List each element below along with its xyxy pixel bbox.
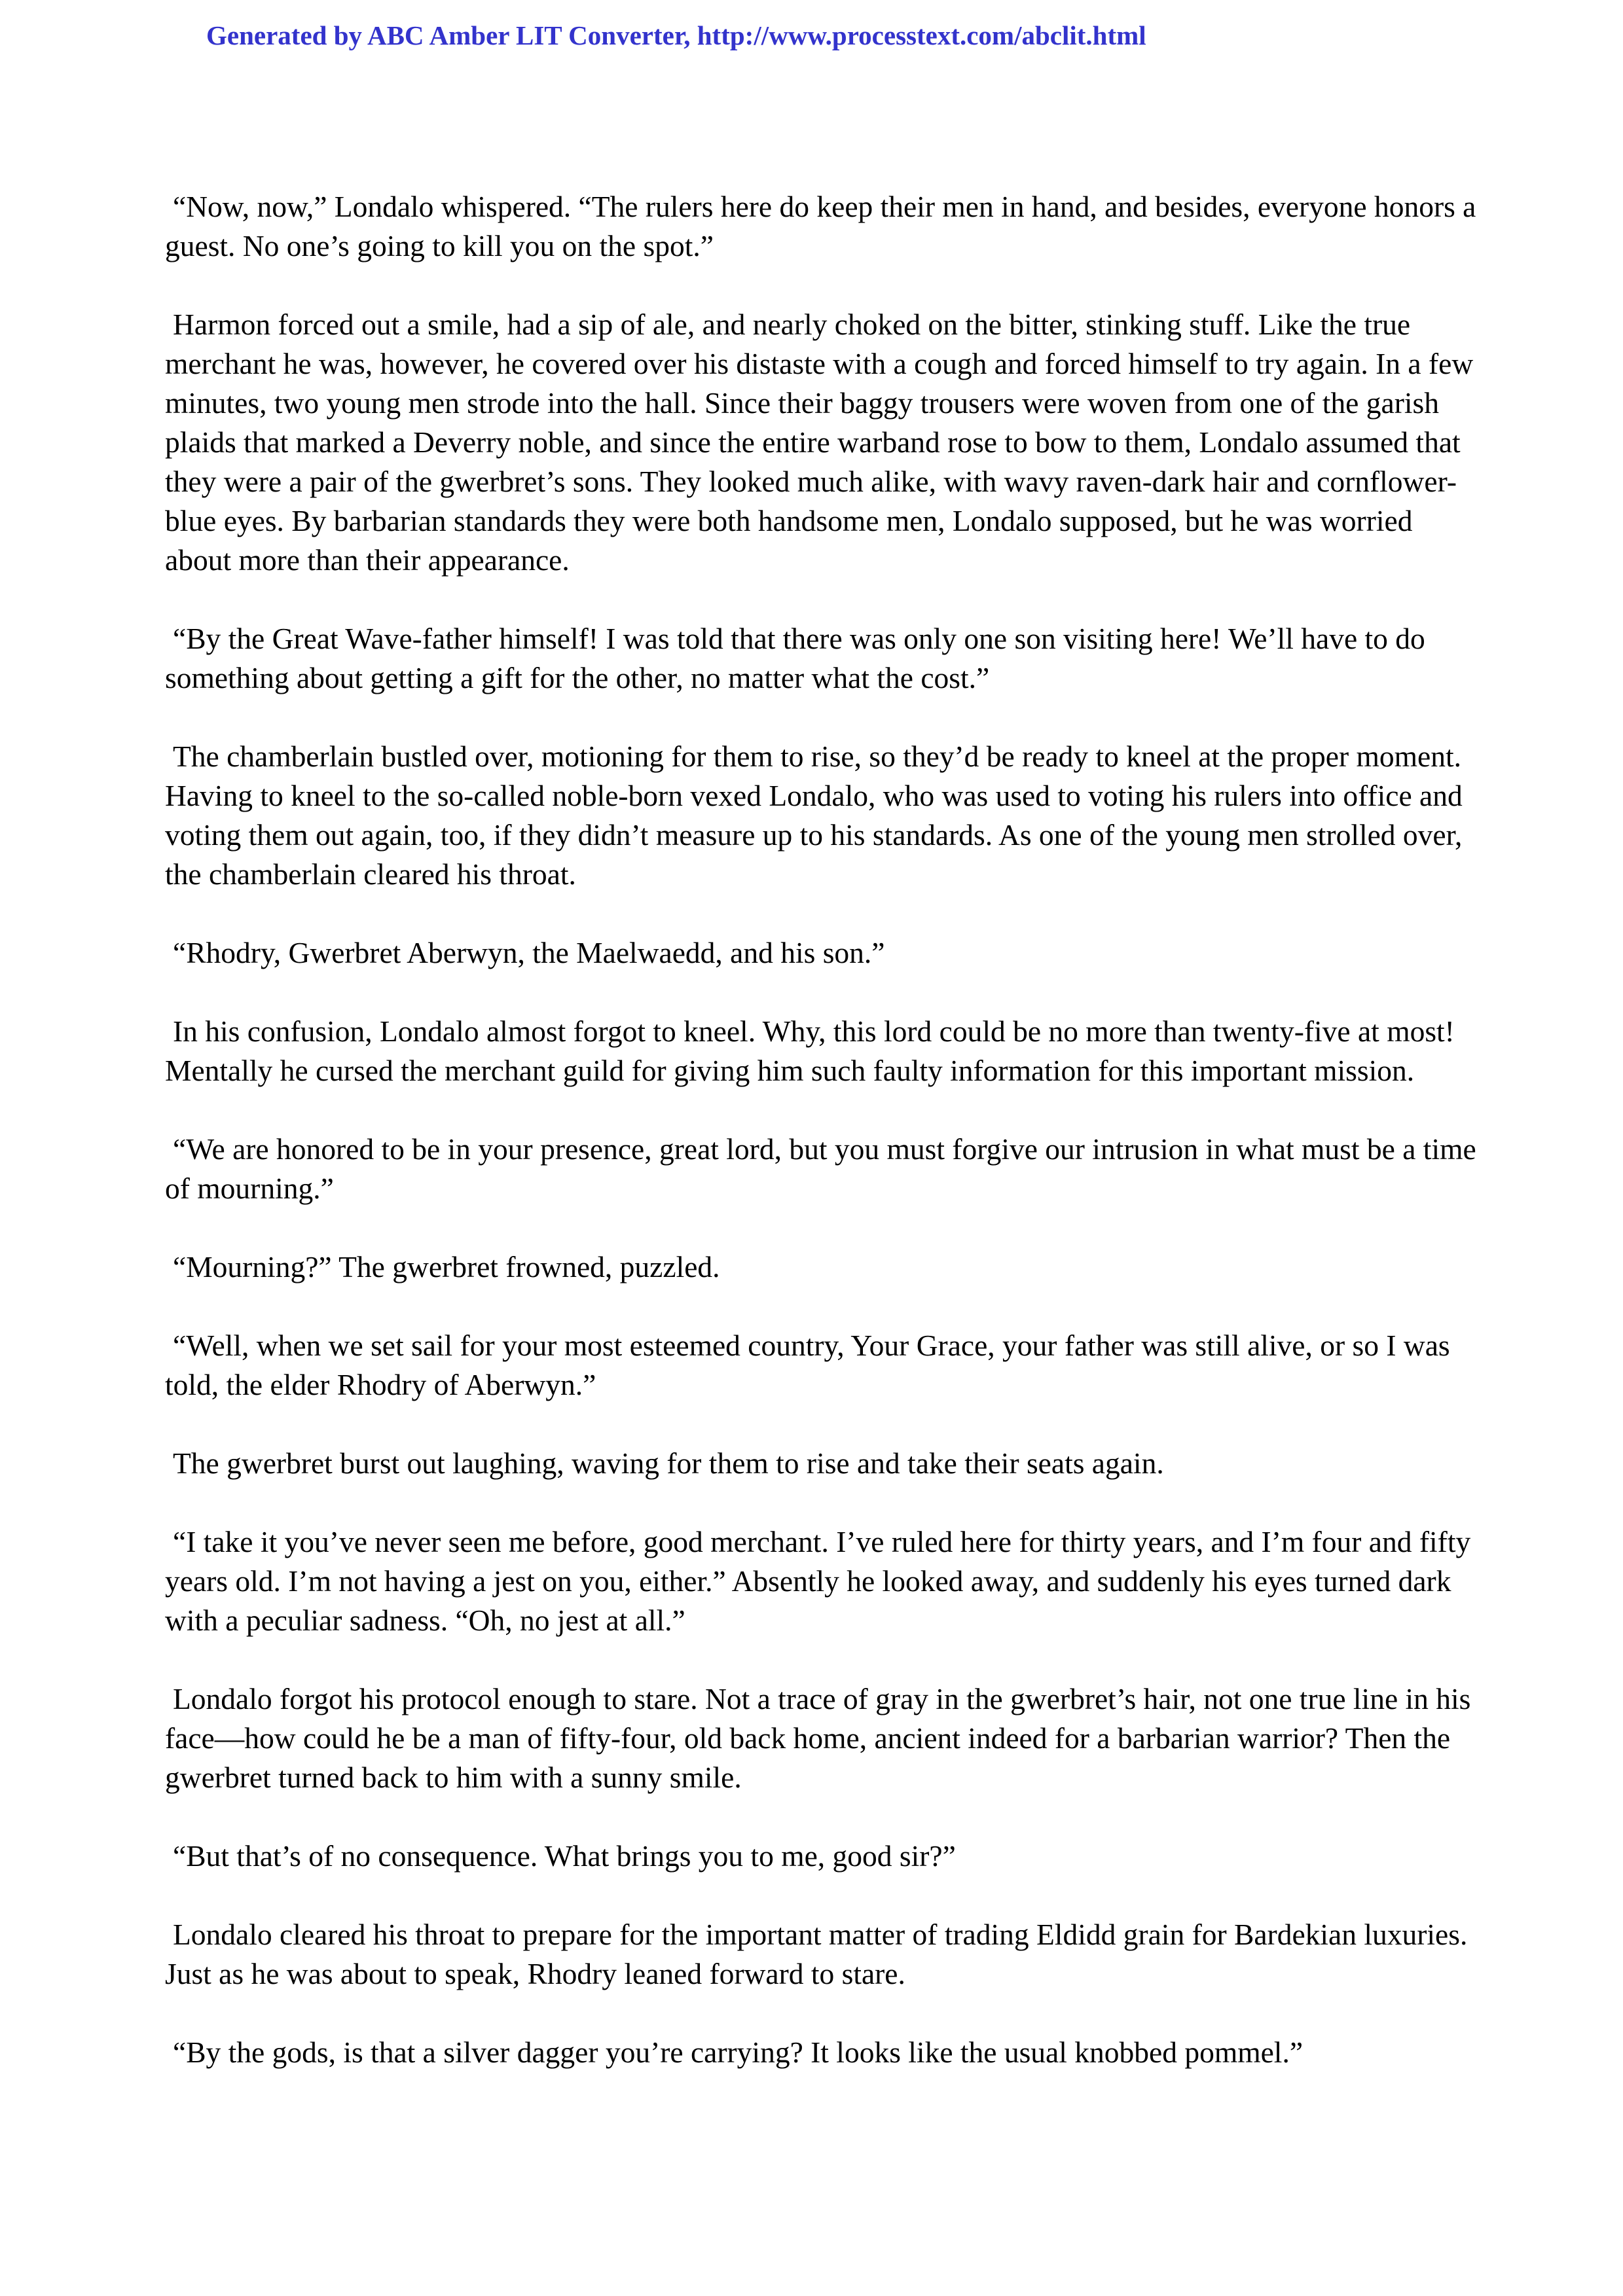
paragraph: “But that’s of no consequence. What brings you to me, good sir?” <box>173 1839 956 1873</box>
paragraph: “We are honored to be in your presence, great lord, but you must forgive our intrusion in what must be a time of mourning.” <box>165 1132 1476 1205</box>
paragraph: “Rhodry, Gwerbret Aberwyn, the Maelwaedd, and his son.” <box>173 936 885 969</box>
converter-header: Generated by ABC Amber LIT Converter, http://www.processtext.com/abclit.html <box>206 20 1146 50</box>
paragraph: “By the gods, is that a silver dagger you’re carrying? It looks like the usual knobbed pommel.” <box>173 2036 1304 2069</box>
paragraph: “I take it you’ve never seen me before, good merchant. I’ve ruled here for thirty years, and I’m four and fifty years old. I’m not having a jest on you, either.” Absently he looked away, and suddenly his eyes turned dark with a peculiar sadness. “Oh, no jest at all.” <box>165 1525 1471 1637</box>
paragraph: Londalo forgot his protocol enough to stare. Not a trace of gray in the gwerbret’s hair, not one true line in his face—how could he be a man of fifty-four, old back home, ancient indeed for a barbarian warrior? Then the gwerbret turned back to him with a sunny smile. <box>165 1682 1471 1794</box>
paragraph: In his confusion, Londalo almost forgot to kneel. Why, this lord could be no more than twenty-five at most! Mentally he cursed the merchant guild for giving him such faulty information for this important mission. <box>165 1014 1455 1087</box>
paragraph: “Mourning?” The gwerbret frowned, puzzled. <box>173 1250 720 1283</box>
paragraph: “Now, now,” Londalo whispered. “The rulers here do keep their men in hand, and besides, everyone honors a guest. No one’s going to kill you on the spot.” <box>165 190 1476 262</box>
document-body <box>165 187 1481 2111</box>
paragraph: “By the Great Wave-father himself! I was told that there was only one son visiting here! We’ll have to do something about getting a gift for the other, no matter what the cost.” <box>165 622 1425 694</box>
paragraph: Harmon forced out a smile, had a sip of ale, and nearly choked on the bitter, stinking stuff. Like the true merchant he was, however, he covered over his distaste with a cough and forced himself to try again. In a few minutes, two young men strode into the hall. Since their baggy trousers were woven from one of the garish plaids that marked a Deverry noble, and since the entire warband rose to bow to them, Londalo assumed that they were a pair of the gwerbret’s sons. They looked much alike, with wavy raven-dark hair and cornflower-blue eyes. By barbarian standards they were both handsome men, Londalo supposed, but he was worried about more than their appearance. <box>165 308 1474 577</box>
paragraph: “Well, when we set sail for your most esteemed country, Your Grace, your father was still alive, or so I was told, the elder Rhodry of Aberwyn.” <box>165 1329 1450 1401</box>
paragraph: The gwerbret burst out laughing, waving for them to rise and take their seats again. <box>173 1446 1164 1480</box>
paragraph: Londalo cleared his throat to prepare for the important matter of trading Eldidd grain for Bardekian luxuries. Just as he was about to speak, Rhodry leaned forward to stare. <box>165 1918 1468 1990</box>
paragraph: The chamberlain bustled over, motioning for them to rise, so they’d be ready to kneel at the proper moment. Having to kneel to the so-called noble-born vexed Londalo, who was used to voting his rulers into office and voting them out again, too, if they didn’t measure up to his standards. As one of the young men strolled over, the chamberlain cleared his throat. <box>165 740 1463 891</box>
